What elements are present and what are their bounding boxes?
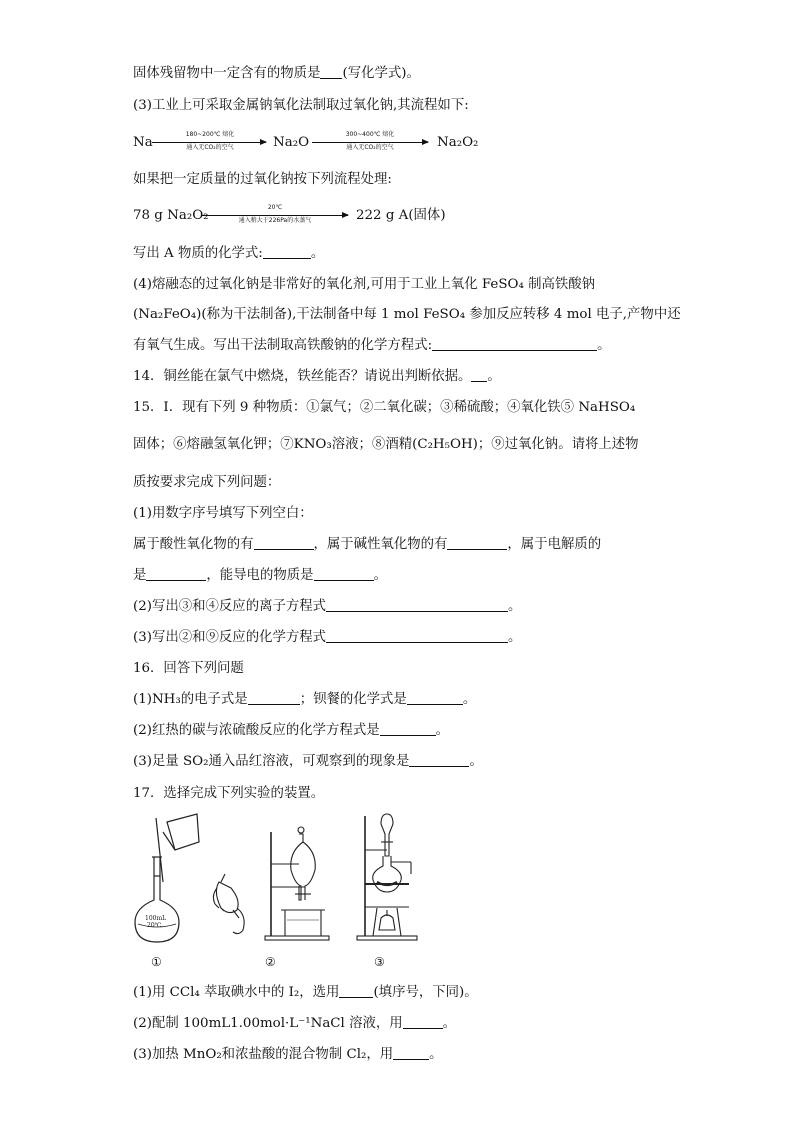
answer-blank[interactable] xyxy=(380,723,436,736)
question-line: (2)配制 100mL1.00mol·L⁻¹NaCl 溶液，用 。 xyxy=(133,1016,457,1031)
answer-blank[interactable] xyxy=(447,537,507,550)
answer-blank[interactable] xyxy=(254,537,314,550)
apparatus-figure xyxy=(125,812,425,972)
flow-species: Na₂O₂ xyxy=(437,135,479,150)
reaction-arrow-icon xyxy=(202,215,348,216)
answer-blank[interactable] xyxy=(393,1047,429,1060)
separatory-funnel-stand-icon xyxy=(265,827,329,940)
question-line: (4)熔融态的过氧化钠是非常好的氧化剂,可用于工业上氧化 FeSO₄ 制高铁酸钠 xyxy=(133,277,596,292)
flask-label: 20℃ xyxy=(147,922,162,929)
question-line: (1)NH₃的电子式是 ；钡餐的化学式是 。 xyxy=(133,692,477,707)
question-14: 14．铜丝能在氯气中燃烧，铁丝能否？请说出判断依据。 。 xyxy=(133,369,501,384)
answer-blank[interactable] xyxy=(248,692,300,705)
answer-blank[interactable] xyxy=(407,692,463,705)
answer-blank[interactable] xyxy=(403,1016,443,1029)
apparatus-number: ③ xyxy=(374,955,385,969)
question-16: 16．回答下列问题 xyxy=(133,661,244,676)
question-line: 写出 A 物质的化学式: 。 xyxy=(133,246,325,261)
separatory-funnel-hand-icon xyxy=(213,874,244,934)
question-17: 17．选择完成下列实验的装置。 xyxy=(133,786,325,801)
flow-species: 78 g Na₂O₂ xyxy=(133,208,209,223)
answer-blank[interactable] xyxy=(339,985,373,998)
reaction-arrow-icon xyxy=(312,142,428,143)
question-line: (Na₂FeO₄)(称为干法制备),干法制备中每 1 mol FeSO₄ 参加反应转移 4 mol 电子,产物中还 xyxy=(133,307,681,322)
reaction-arrow-icon xyxy=(152,142,266,143)
question-line: (3)加热 MnO₂和浓盐酸的混合物制 Cl₂，用 。 xyxy=(133,1047,443,1062)
apparatus-number: ② xyxy=(265,955,276,969)
question-line: 固体残留物中一定含有的物质是 (写化学式)。 xyxy=(133,66,420,81)
question-line: 属于酸性氧化物的有 ，属于碱性氧化物的有 ，属于电解质的 xyxy=(133,537,602,552)
apparatus-number: ① xyxy=(151,955,162,969)
chlorine-generator-icon xyxy=(357,814,417,940)
flow-condition: 通入无CO₂的空气 xyxy=(346,144,394,151)
flow-condition: 20℃ xyxy=(267,204,283,211)
question-line: (1)用 CCl₄ 萃取碘水中的 I₂，选用 (填序号，下同)。 xyxy=(133,985,478,1000)
flow-species: 222 g A(固体) xyxy=(356,208,446,223)
flow-condition: 300~400℃ 熔化 xyxy=(345,131,395,138)
question-line: (3)足量 SO₂通入品红溶液，可观察到的现象是 。 xyxy=(133,754,483,769)
flow-condition: 180~200℃ 熔化 xyxy=(185,131,235,138)
question-line: 固体；⑥熔融氢氧化钾；⑦KNO₃溶液；⑧酒精(C₂H₅OH)；⑨过氧化钠。请将上述物 xyxy=(133,437,639,452)
answer-blank[interactable] xyxy=(326,599,508,612)
flow-species: Na₂O xyxy=(273,135,310,150)
answer-blank[interactable] xyxy=(409,754,469,767)
question-15: 15．Ⅰ．现有下列 9 种物质：①氯气；②二氧化碳；③稀硫酸；④氧化铁⑤ NaHSO₄ xyxy=(133,400,636,415)
question-line: (3)写出②和⑨反应的化学方程式 。 xyxy=(133,630,522,645)
answer-blank[interactable] xyxy=(326,630,508,643)
question-line: (2)写出③和④反应的离子方程式 。 xyxy=(133,599,522,614)
flask-label: 100mL xyxy=(145,915,167,922)
flow-species: Na xyxy=(133,135,153,150)
answer-blank[interactable] xyxy=(432,338,597,351)
question-line: (2)红热的碳与浓硫酸反应的化学方程式是 。 xyxy=(133,723,449,738)
question-line: (3)工业上可采取金属钠氧化法制取过氧化钠,其流程如下: xyxy=(133,98,469,113)
question-line: 有氧气生成。写出干法制取高铁酸钠的化学方程式: 。 xyxy=(133,338,611,353)
question-line: 是 ，能导电的物质是 。 xyxy=(133,568,387,583)
flow-condition: 通入无CO₂的空气 xyxy=(186,144,234,151)
answer-blank[interactable] xyxy=(146,568,206,581)
question-line: 如果把一定质量的过氧化钠按下列流程处理: xyxy=(133,172,392,187)
question-line: 质按要求完成下列问题： xyxy=(133,475,281,490)
answer-blank[interactable] xyxy=(263,246,311,259)
answer-blank[interactable] xyxy=(320,66,342,79)
answer-blank[interactable] xyxy=(471,369,487,382)
answer-blank[interactable] xyxy=(314,568,374,581)
flow-condition: 通入稍大于226Pa的水蒸气 xyxy=(238,217,312,224)
volumetric-flask-icon xyxy=(135,814,199,942)
question-line: (1)用数字序号填写下列空白： xyxy=(133,506,313,521)
